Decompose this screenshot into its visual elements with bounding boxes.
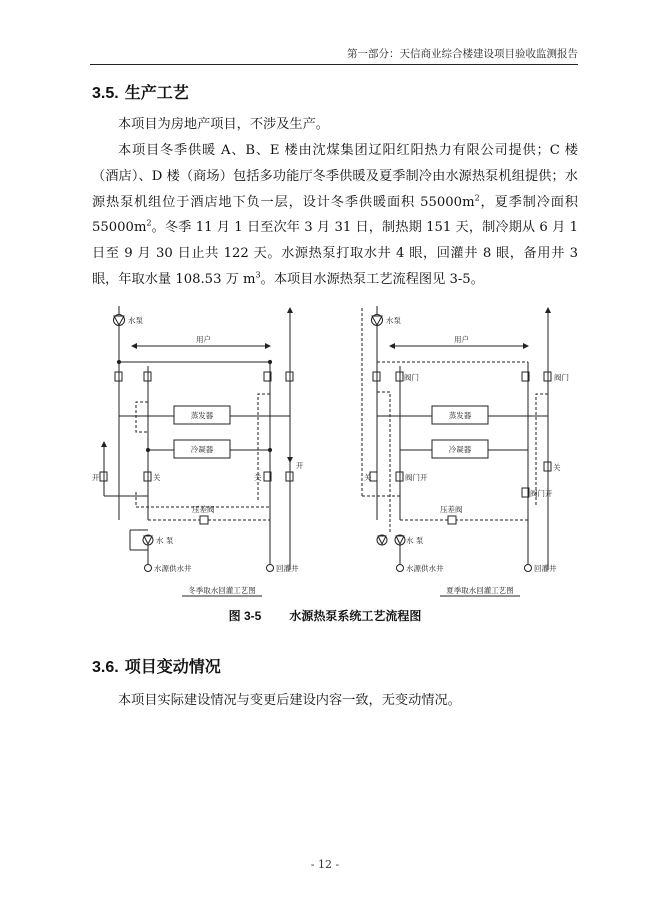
summer-evaporator-label: 蒸发器 <box>448 411 472 420</box>
paragraph-production: 本项目为房地产项目，不涉及生产。 <box>118 117 329 132</box>
summer-valve-open-mid-label: 阀门开 <box>405 473 428 482</box>
header-title: 第一部分：天信商业综合楼建设项目验收监测报告 <box>347 48 578 60</box>
summer-supply-well-label: 水源供水井 <box>406 564 444 573</box>
figure-number: 图 3-5 <box>228 609 262 623</box>
section-heading-3-6 <box>92 654 221 677</box>
process-flow-figure <box>92 302 578 602</box>
summer-pressure-valve-label: 压差阀 <box>440 505 463 514</box>
summer-close-right-label: 关 <box>553 463 561 472</box>
paragraph-heating: 本项目冬季供暖 A、B、E 楼由沈煤集团辽阳红阳热力有限公司提供；C 楼（酒店）、D 楼（商场）包括多功能厅冬季供暖及夏季制冷由水源热泵机组提供；水源热泵机组位于酒店地下负一层，设计冬季供暖面积 $55000m^2$，夏季制冷面积 $55000m^2$。冬季 11 月 1 日至次年 3 月 31 日，制热期 151 天，制冷期从 6 月 1 日至 9 月 30 日止共 122 天。水源热泵打取水井 4 眼，回灌井 8 眼，备用井 3 眼，年取水量 108.53 万 $m^3$。本项目水源热泵工艺流程图见 3-5。 <box>92 143 578 287</box>
winter-pump-label: 水泵 <box>128 316 143 325</box>
summer-diagram-title: 夏季取水回灌工艺图 <box>446 586 514 595</box>
winter-open-right-label: 开 <box>296 461 304 470</box>
page-header <box>90 42 578 65</box>
winter-evaporator-label: 蒸发器 <box>190 411 214 420</box>
page-number: - 12 - <box>310 858 340 871</box>
section-title: 项目变动情况 <box>124 657 221 676</box>
summer-close-left-label: 关 <box>364 473 372 482</box>
section-heading-3-5 <box>92 80 189 103</box>
figure-caption-text: 水源热泵系统工艺流程图 <box>289 609 422 623</box>
winter-user-label: 用户 <box>196 335 211 344</box>
winter-supply-well-label: 水源供水井 <box>154 564 192 573</box>
summer-user-label: 用户 <box>454 335 469 344</box>
section-title: 生产工艺 <box>124 83 189 102</box>
winter-pressure-valve-label: 压差阀 <box>192 505 215 514</box>
summer-valve-left-label: 阀门 <box>404 373 419 382</box>
winter-return-well-label: 回灌井 <box>276 564 299 573</box>
winter-open-left-label: 开 <box>92 473 100 482</box>
winter-condenser-label: 冷凝器 <box>190 445 214 454</box>
section-number: 3.6. <box>92 659 119 676</box>
summer-bottom-pump-label: 水 泵 <box>406 536 424 545</box>
paragraph-changes: 本项目实际建设情况与变更后建设内容一致，无变动情况。 <box>118 693 461 708</box>
winter-bottom-pump-label: 水 泵 <box>156 536 174 545</box>
figure-caption <box>0 607 650 624</box>
winter-close-right-label: 关 <box>254 473 262 482</box>
section-number: 3.5. <box>92 85 119 102</box>
summer-condenser-label: 冷凝器 <box>448 445 472 454</box>
summer-pump-label: 水泵 <box>386 316 401 325</box>
flow-diagram <box>92 302 578 602</box>
summer-return-well-label: 回灌井 <box>534 564 557 573</box>
summer-valve-right-label: 阀门 <box>554 373 569 382</box>
winter-close-mid-label: 关 <box>153 473 161 482</box>
summer-valve-open-right-label: 阀门开 <box>530 489 553 498</box>
winter-diagram-title: 冬季取水回灌工艺图 <box>188 586 256 595</box>
